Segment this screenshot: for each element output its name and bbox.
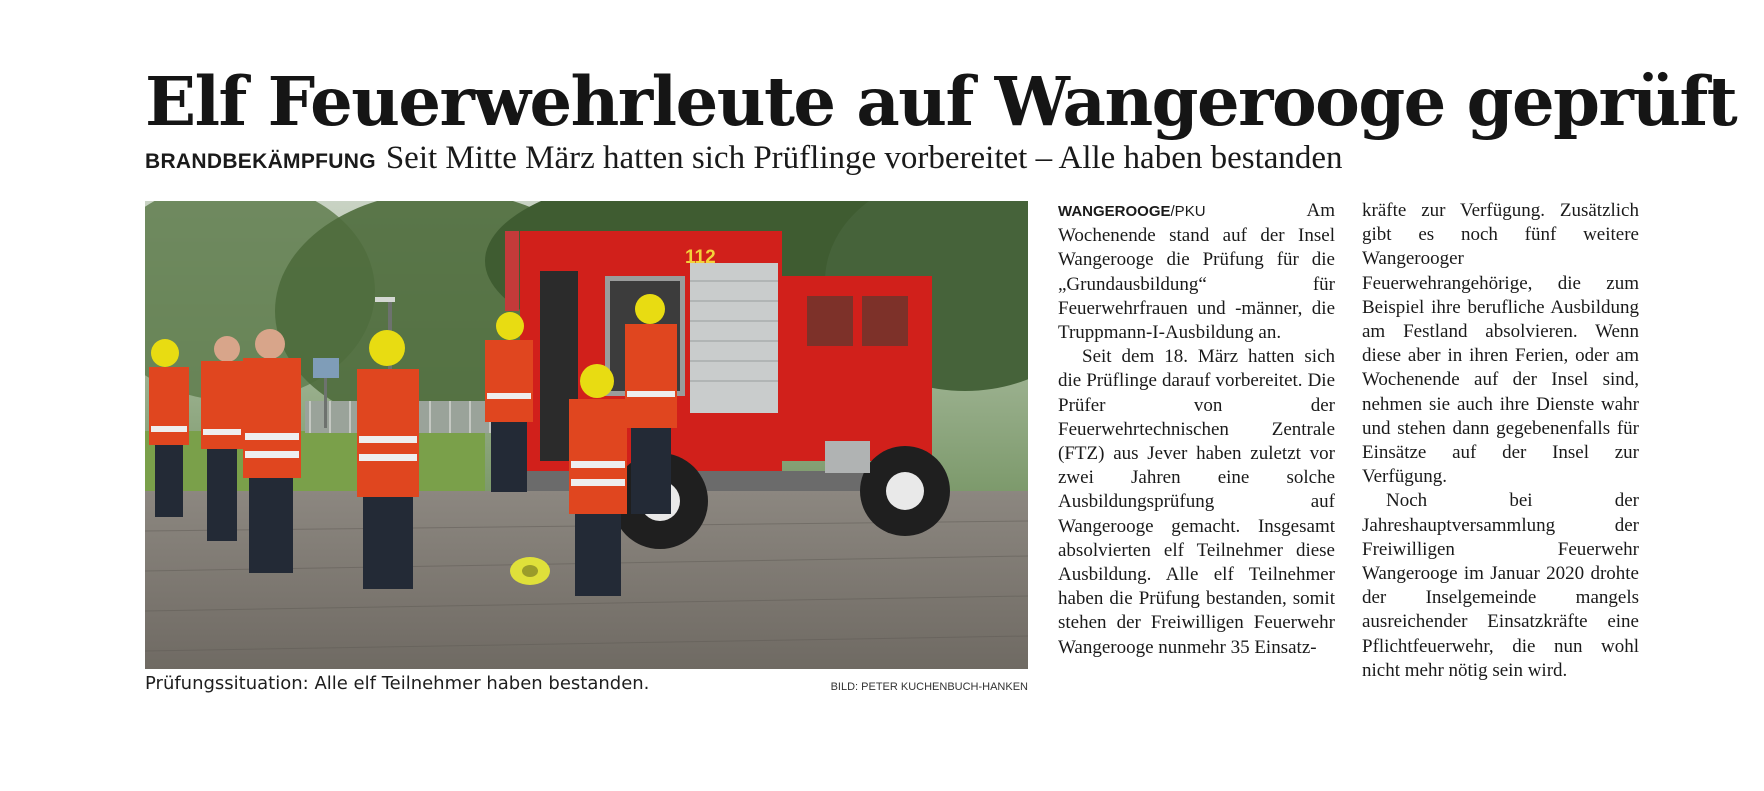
paragraph-1 bbox=[1058, 199, 1335, 345]
dateline: WANGEROOGE bbox=[1058, 203, 1171, 220]
paragraph-1-text: Am Wochenende stand auf der Insel Wangerooge die Prüfung für die „Grundausbildung“ für Feuerwehrfrauen und -männer, die Truppmann-I-Ausbildung an. bbox=[1058, 200, 1335, 344]
dateline-agency: /PKU bbox=[1170, 203, 1206, 220]
vehicle-number: 112 bbox=[685, 247, 716, 268]
paragraph-3: Noch bei der Jahreshauptversammlung der Freiwilligen Feuerwehr Wangerooge im Januar 2020 drohte der Inselgemeinde mangels ausreichender Einsatzkräfte eine Pflichtfeuerwehr, die nun wohl nicht mehr nötig sein wird. bbox=[1362, 490, 1639, 681]
photo-caption: Prüfungssituation: Alle elf Teilnehmer haben bestanden. bbox=[145, 673, 650, 694]
article-column-1 bbox=[1058, 199, 1335, 660]
subheadline bbox=[145, 137, 1343, 179]
subtitle: Seit Mitte März hatten sich Prüflinge vorbereitet – Alle haben bestanden bbox=[385, 140, 1343, 176]
photo-credit: BILD: PETER KUCHENBUCH-HANKEN bbox=[830, 681, 1028, 693]
paragraph-2: Seit dem 18. März hatten sich die Prüflinge darauf vorbereitet. Die Prüfer von der Feuerwehrtechnischen Zentrale (FTZ) aus Jever haben zuletzt vor zwei Jahren eine solche Ausbildungsprüfung auf Wangerooge gemacht. Insgesamt absolvierten elf Teilnehmer diese Ausbildung. Alle elf Teilnehmer haben die Prüfung bestanden, somit stehen der Freiwilligen Feuerwehr Wangerooge nunmehr 35 Einsatz- bbox=[1058, 346, 1335, 658]
headline: Elf Feuerwehrleute auf Wangerooge geprüft bbox=[145, 62, 1737, 141]
kicker: BRANDBEKÄMPFUNG bbox=[145, 150, 376, 173]
article-photo bbox=[145, 201, 1028, 669]
paragraph-2-continued: kräfte zur Verfügung. Zusätzlich gibt es noch fünf weitere Wangerooger Feuerwehrangehörige, die zum Beispiel ihre berufliche Ausbildung am Festland absolvieren. Wenn diese aber in ihren Ferien, oder am Wochenende auf der Insel sind, nehmen sie auch ihre Dienste wahr und stehen dann gegebenenfalls für Einsätze auf der Insel zur Verfügung. bbox=[1362, 200, 1639, 488]
article-column-2 bbox=[1362, 199, 1639, 683]
